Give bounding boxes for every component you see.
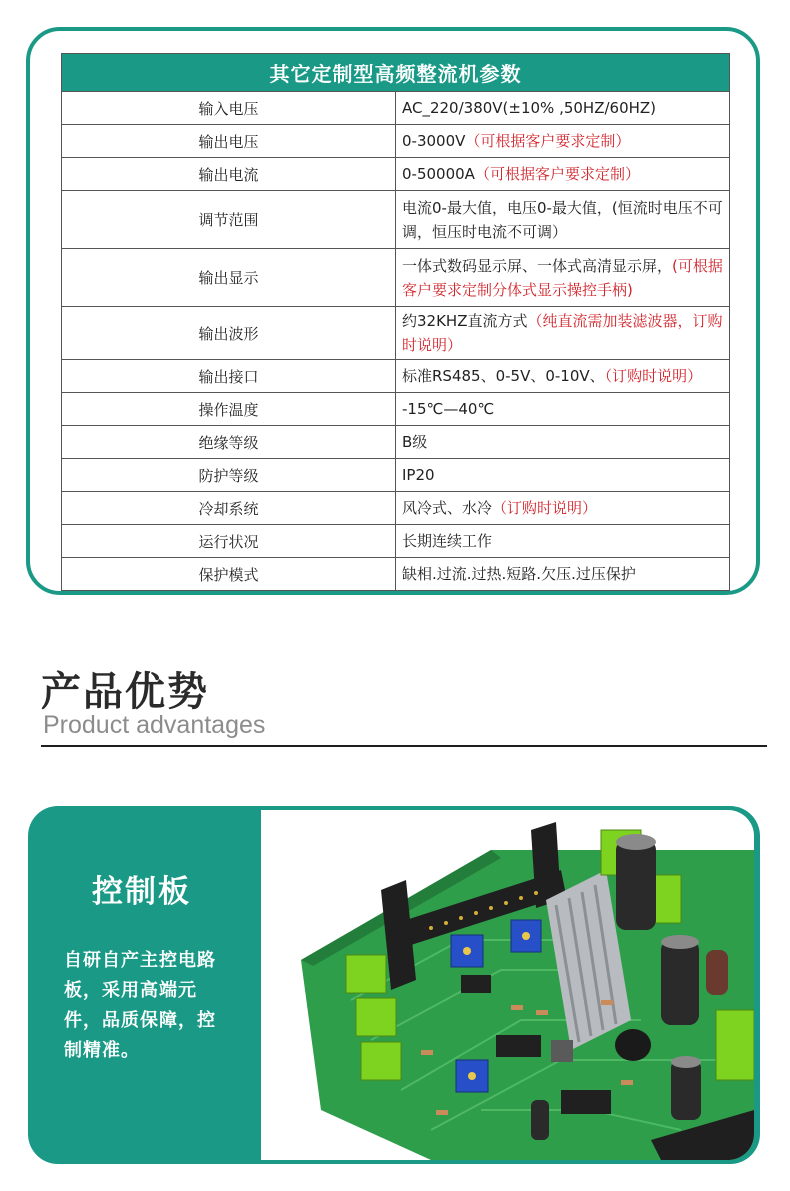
spec-value: 长期连续工作	[396, 525, 730, 558]
spec-value: -15℃—40℃	[396, 393, 730, 426]
spec-value: 0-50000A（可根据客户要求定制）	[396, 158, 730, 191]
table-row	[62, 307, 730, 360]
product-photo	[261, 810, 754, 1160]
table-row	[62, 191, 730, 249]
table-row	[62, 249, 730, 307]
table-row	[62, 426, 730, 459]
spec-value: 缺相.过流.过热.短路.欠压.过压保护	[396, 558, 730, 591]
spec-value: 一体式数码显示屏、一体式高清显示屏，(可根据客户要求定制分体式显示操控手柄)	[396, 249, 730, 307]
spec-value: 0-3000V（可根据客户要求定制）	[396, 125, 730, 158]
table-row	[62, 525, 730, 558]
circuit-board-image	[261, 810, 754, 1160]
feature-card	[28, 806, 760, 1164]
spec-value: 标准RS485、0-5V、0-10V、（订购时说明）	[396, 360, 730, 393]
table-row	[62, 158, 730, 191]
table-row	[62, 360, 730, 393]
spec-label: 输出接口	[62, 360, 396, 393]
section-subtitle: Product advantages	[43, 711, 266, 739]
spec-label: 保护模式	[62, 558, 396, 591]
spec-value: 电流0-最大值，电压0-最大值，(恒流时电压不可调，恒压时电流不可调）	[396, 191, 730, 249]
spec-table	[61, 53, 730, 591]
feature-description: 自研自产主控电路板，采用高端元件，品质保障，控制精准。	[64, 950, 216, 1061]
section-title: 产品优势	[41, 669, 209, 715]
divider	[41, 745, 767, 747]
spec-label: 操作温度	[62, 393, 396, 426]
table-row	[62, 393, 730, 426]
spec-label: 输出电压	[62, 125, 396, 158]
spec-label: 输出波形	[62, 307, 396, 360]
table-row	[62, 558, 730, 591]
table-row	[62, 125, 730, 158]
table-row	[62, 92, 730, 125]
spec-label: 输出显示	[62, 249, 396, 307]
spec-value: 风冷式、水冷（订购时说明）	[396, 492, 730, 525]
feature-title: 控制板	[92, 874, 191, 910]
table-row	[62, 459, 730, 492]
spec-label: 调节范围	[62, 191, 396, 249]
spec-label: 绝缘等级	[62, 426, 396, 459]
table-row	[62, 492, 730, 525]
spec-value: B级	[396, 426, 730, 459]
spec-label: 输出电流	[62, 158, 396, 191]
spec-value: IP20	[396, 459, 730, 492]
spec-table-title: 其它定制型高频整流机参数	[62, 54, 730, 92]
spec-label: 输入电压	[62, 92, 396, 125]
spec-value: 约32KHZ直流方式（纯直流需加装滤波器，订购时说明）	[396, 307, 730, 360]
spec-label: 运行状况	[62, 525, 396, 558]
spec-value: AC_220/380V(±10% ,50HZ/60HZ)	[396, 92, 730, 125]
spec-label: 冷却系统	[62, 492, 396, 525]
spec-label: 防护等级	[62, 459, 396, 492]
